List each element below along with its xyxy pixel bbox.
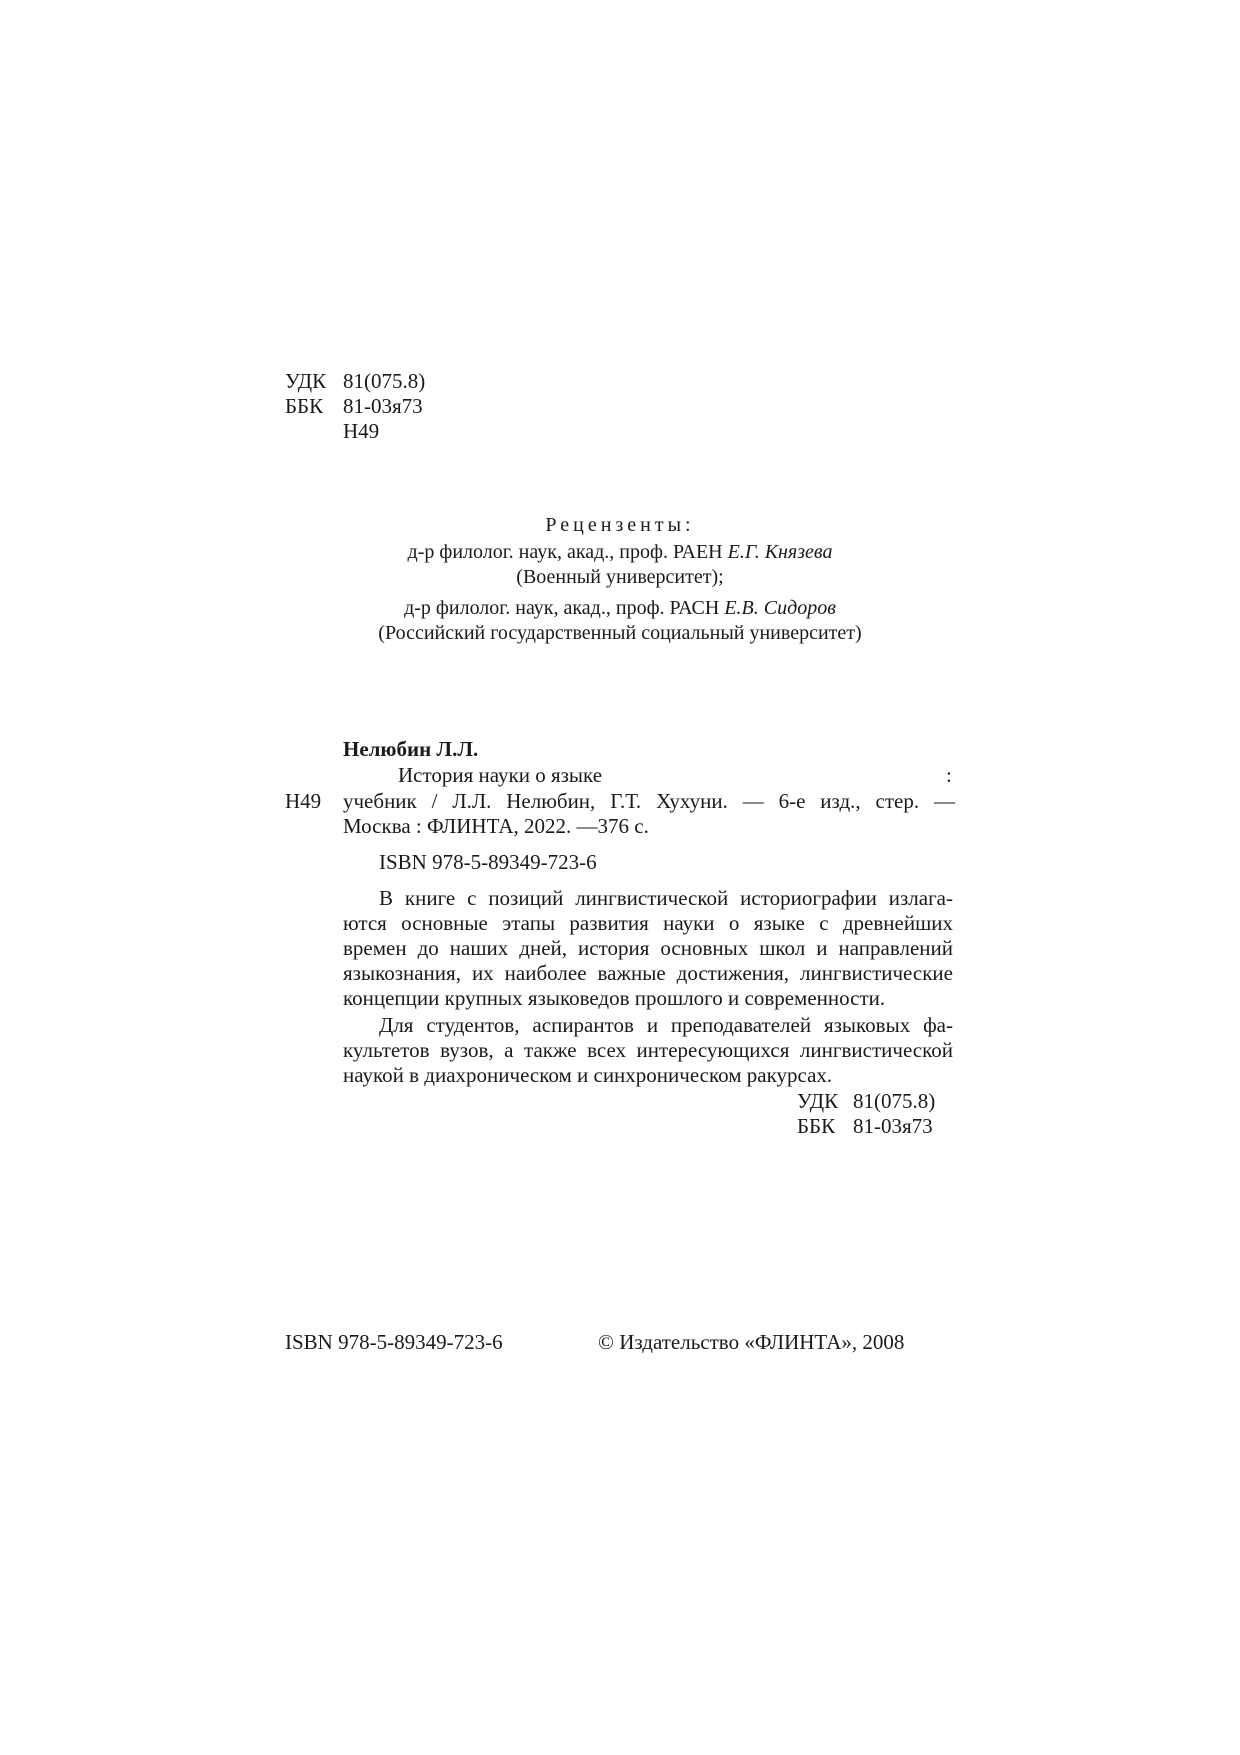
annotation-line: культетов вузов, а также всех интересующихся лингвистической <box>343 1038 953 1062</box>
bbk-value-top: 81-03я73 <box>343 394 423 418</box>
reviewer-2 <box>350 596 890 621</box>
bbk-value-bottom: 81-03я73 <box>853 1114 933 1138</box>
annotation-line: Для студентов, аспирантов и преподавателей языковых фа- <box>379 1013 953 1037</box>
isbn-bib: ISBN 978-5-89349-723-6 <box>379 850 597 874</box>
annotation-line: В книге с позиций лингвистической историографии излага- <box>379 886 953 910</box>
annotation-line: времен до наших дней, история основных школ и направлений <box>343 936 953 960</box>
isbn-footer: ISBN 978-5-89349-723-6 <box>285 1330 503 1354</box>
reviewer-1 <box>350 540 890 565</box>
reviewer-2-name: Е.В. Сидоров <box>724 597 836 619</box>
reviewers-heading: Рецензенты: <box>545 514 695 536</box>
author-mark: Н49 <box>285 789 322 813</box>
udk-label-top: УДК <box>285 369 327 393</box>
bib-line-3: Москва : ФЛИНТА, 2022. —376 с. <box>343 814 649 838</box>
udk-value-top: 81(075.8) <box>343 369 426 393</box>
reviewer-1-name: Е.Г. Князева <box>727 541 833 563</box>
udk-label-bottom: УДК <box>797 1089 839 1113</box>
book-title: История науки о языке <box>398 763 603 787</box>
reviewer-2-affiliation: (Российский государственный социальный университет) <box>378 622 862 644</box>
udk-value-bottom: 81(075.8) <box>853 1089 936 1113</box>
reviewers-block <box>350 513 890 646</box>
annotation-line: ются основные этапы развития науки о языке с древнейших <box>343 911 953 935</box>
bbk-label-top: ББК <box>285 394 324 418</box>
title-colon: : <box>946 763 952 787</box>
author-heading: Нелюбин Л.Л. <box>343 737 479 761</box>
reviewer-1-credentials: д-р филолог. наук, акад., проф. РАЕН <box>407 541 728 563</box>
annotation-paragraph-2 <box>343 1013 953 1088</box>
bbk-label-bottom: ББК <box>797 1114 836 1138</box>
author-mark-top: Н49 <box>343 419 380 443</box>
copyright: © Издательство «ФЛИНТА», 2008 <box>598 1330 905 1354</box>
annotation-paragraph-1 <box>343 886 953 1011</box>
annotation-line: языкознания, их наиболее важные достижения, лингвистические <box>343 961 953 985</box>
reviewer-2-credentials: д-р филолог. наук, акад., проф. РАСН <box>404 597 725 619</box>
annotation-line: концепции крупных языковедов прошлого и современности. <box>343 986 886 1010</box>
annotation-line: наукой в диахроническом и синхроническом ракурсах. <box>343 1063 833 1087</box>
bib-line-2: учебник / Л.Л. Нелюбин, Г.Т. Хухуни. — 6-е изд., стер. — <box>343 789 955 813</box>
reviewer-1-affiliation: (Военный университет); <box>516 566 724 588</box>
